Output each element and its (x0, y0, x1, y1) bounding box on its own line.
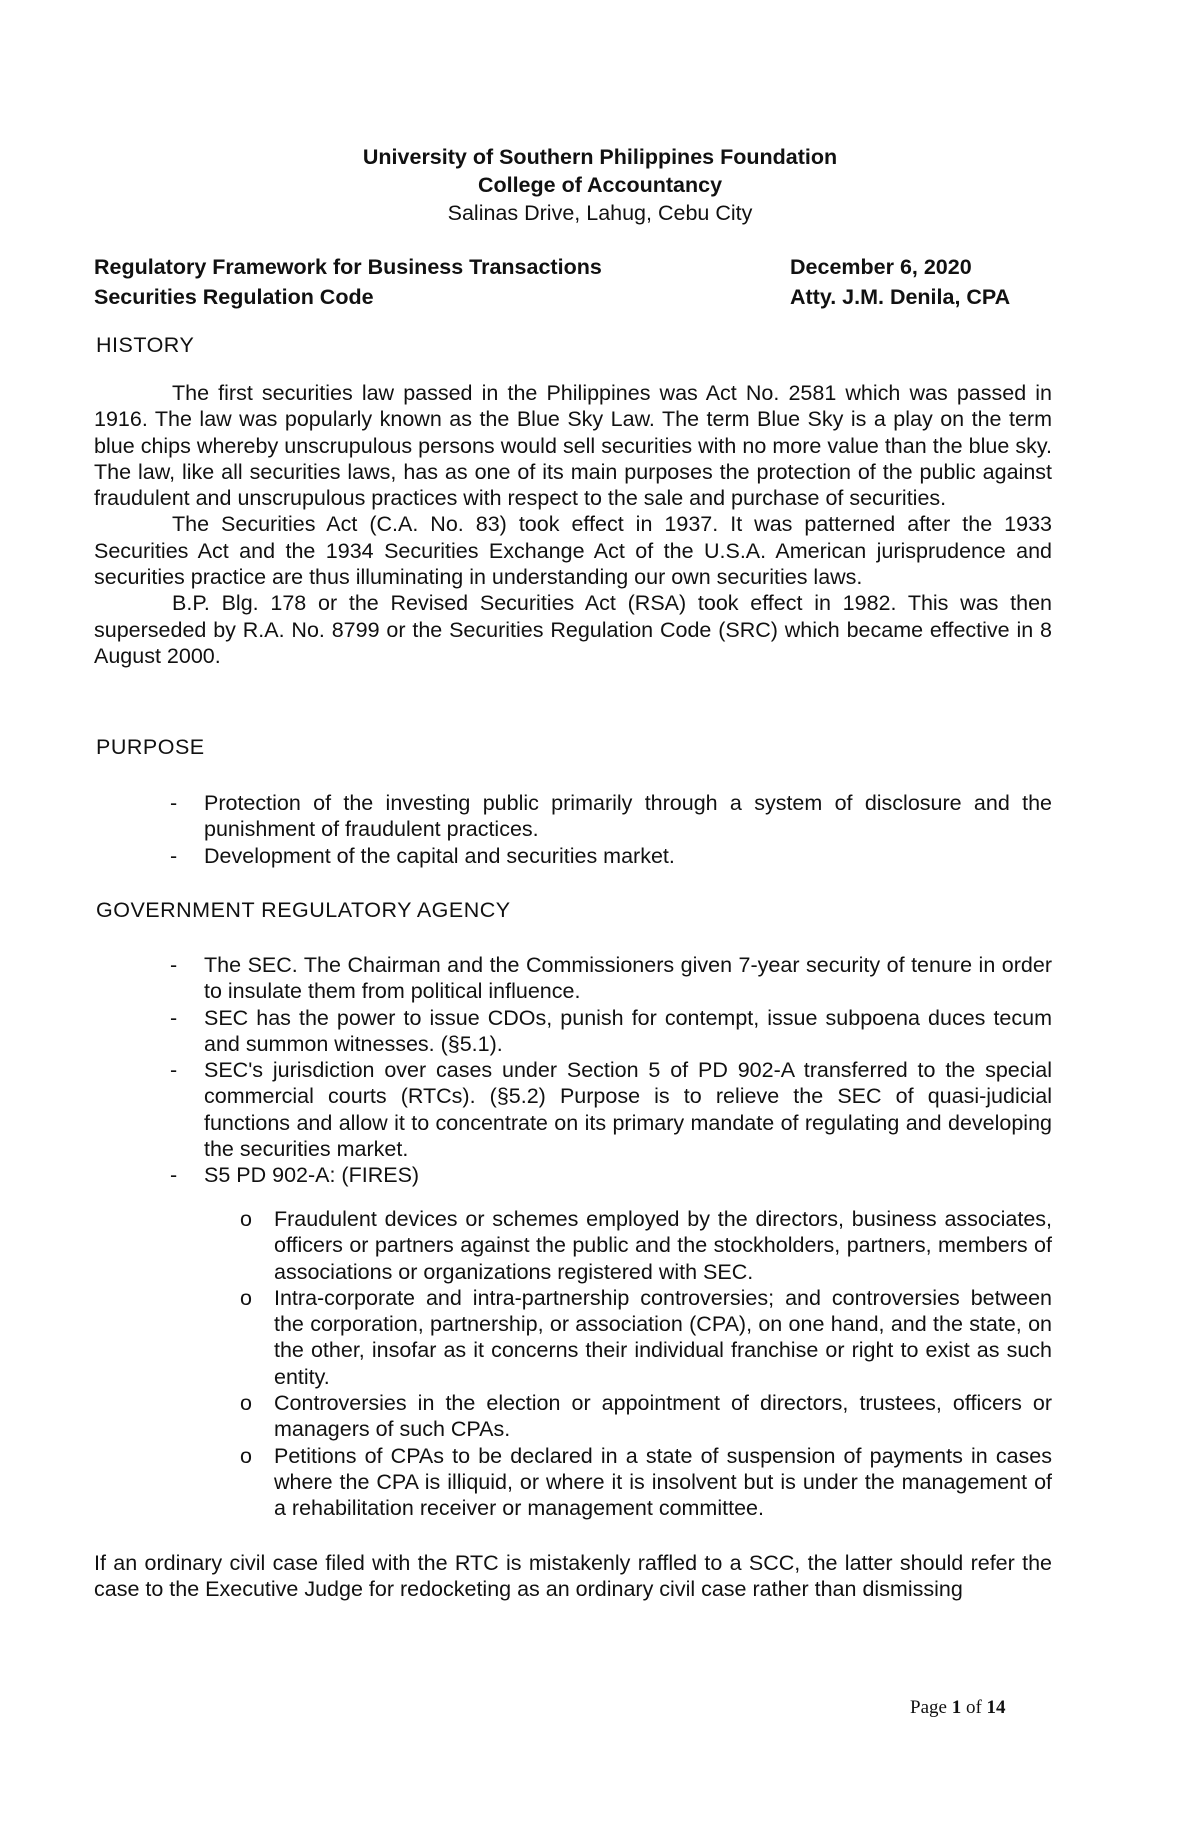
history-paragraph: The first securities law passed in the Philippines was Act No. 2581 which was passed in 1916. The law was popularly known as the Blue Sky Law. The term Blue Sky is a play on the term blue chips whereby unscrupulous persons would sell securities with no more value than the blue sky. The law, like all securities laws, has as one of its main purposes the protection of the public against fraudulent and unscrupulous practices with respect to the sale and purchase of securities. (94, 381, 1052, 511)
list-item: o Fraudulent devices or schemes employed by the directors, business associates, officers or partners against the public and the stockholders, partners, members of associations or organizations registered with SEC. (240, 1207, 1052, 1284)
document-header (0, 143, 1200, 227)
purpose-list (170, 790, 1052, 869)
history-heading: HISTORY (96, 333, 195, 357)
list-item: o Petitions of CPAs to be declared in a state of suspension of payments in cases where the CPA is illiquid, or where it is insolvent but is under the management of a rehabilitation receiver or management committee. (240, 1443, 1052, 1521)
history-section (94, 380, 1052, 669)
agency-list (170, 952, 1052, 1189)
list-item: o Controversies in the election or appointment of directors, trustees, officers or managers of such CPAs. (240, 1391, 1052, 1442)
college-name: College of Accountancy (477, 173, 723, 197)
purpose-heading: PURPOSE (96, 735, 205, 759)
list-item: - SEC's jurisdiction over cases under Section 5 of PD 902-A transferred to the special commercial courts (RTCs). (§5.2) Purpose is to relieve the SEC of quasi-judicial functions and allow it to concentrate on its primary mandate of regulating and developing the securities market. (170, 1058, 1052, 1162)
list-item: - S5 PD 902-A: (FIRES) (170, 1163, 420, 1188)
topic-title: Securities Regulation Code (94, 285, 374, 309)
list-item: - SEC has the power to issue CDOs, punish for contempt, issue subpoena duces tecum and summon witnesses. (§5.1). (170, 1005, 1052, 1056)
history-paragraph: B.P. Blg. 178 or the Revised Securities Act (RSA) took effect in 1982. This was then superseded by R.A. No. 8799 or the Securities Regulation Code (SRC) which became effective in 8 August 2000. (94, 591, 1052, 668)
history-paragraph: The Securities Act (C.A. No. 83) took effect in 1937. It was patterned after the 1933 Securities Act and the 1934 Securities Exchange Act of the U.S.A. American jurisprudence and securities practice are thus illuminating in understanding our own securities laws. (94, 512, 1052, 590)
closing-paragraph: If an ordinary civil case filed with the RTC is mistakenly raffled to a SCC, the latter should refer the case to the Executive Judge for redocketing as an ordinary civil case rather than dismissing (94, 1551, 1052, 1602)
agency-heading: GOVERNMENT REGULATORY AGENCY (96, 898, 511, 922)
college-address: Salinas Drive, Lahug, Cebu City (447, 201, 753, 225)
page-number: Page 1 of 14 (910, 1697, 1006, 1718)
list-item: - The SEC. The Chairman and the Commissioners given 7-year security of tenure in order to insulate them from political influence. (170, 953, 1052, 1004)
list-item: - Protection of the investing public primarily through a system of disclosure and the punishment of fraudulent practices. (170, 791, 1052, 842)
university-name: University of Southern Philippines Foundation (362, 145, 838, 169)
list-item: o Intra-corporate and intra-partnership controversies; and controversies between the corporation, partnership, or association (CPA), on one hand, and the state, on the other, insofar as it concerns their individual franchise or right to exist as such entity. (240, 1285, 1052, 1389)
author-name: Atty. J.M. Denila, CPA (790, 285, 1011, 309)
course-meta (94, 252, 1054, 312)
fires-list (240, 1206, 1052, 1522)
course-title: Regulatory Framework for Business Transactions (94, 255, 602, 279)
lecture-date: December 6, 2020 (790, 255, 972, 279)
list-item: - Development of the capital and securities market. (170, 843, 675, 868)
